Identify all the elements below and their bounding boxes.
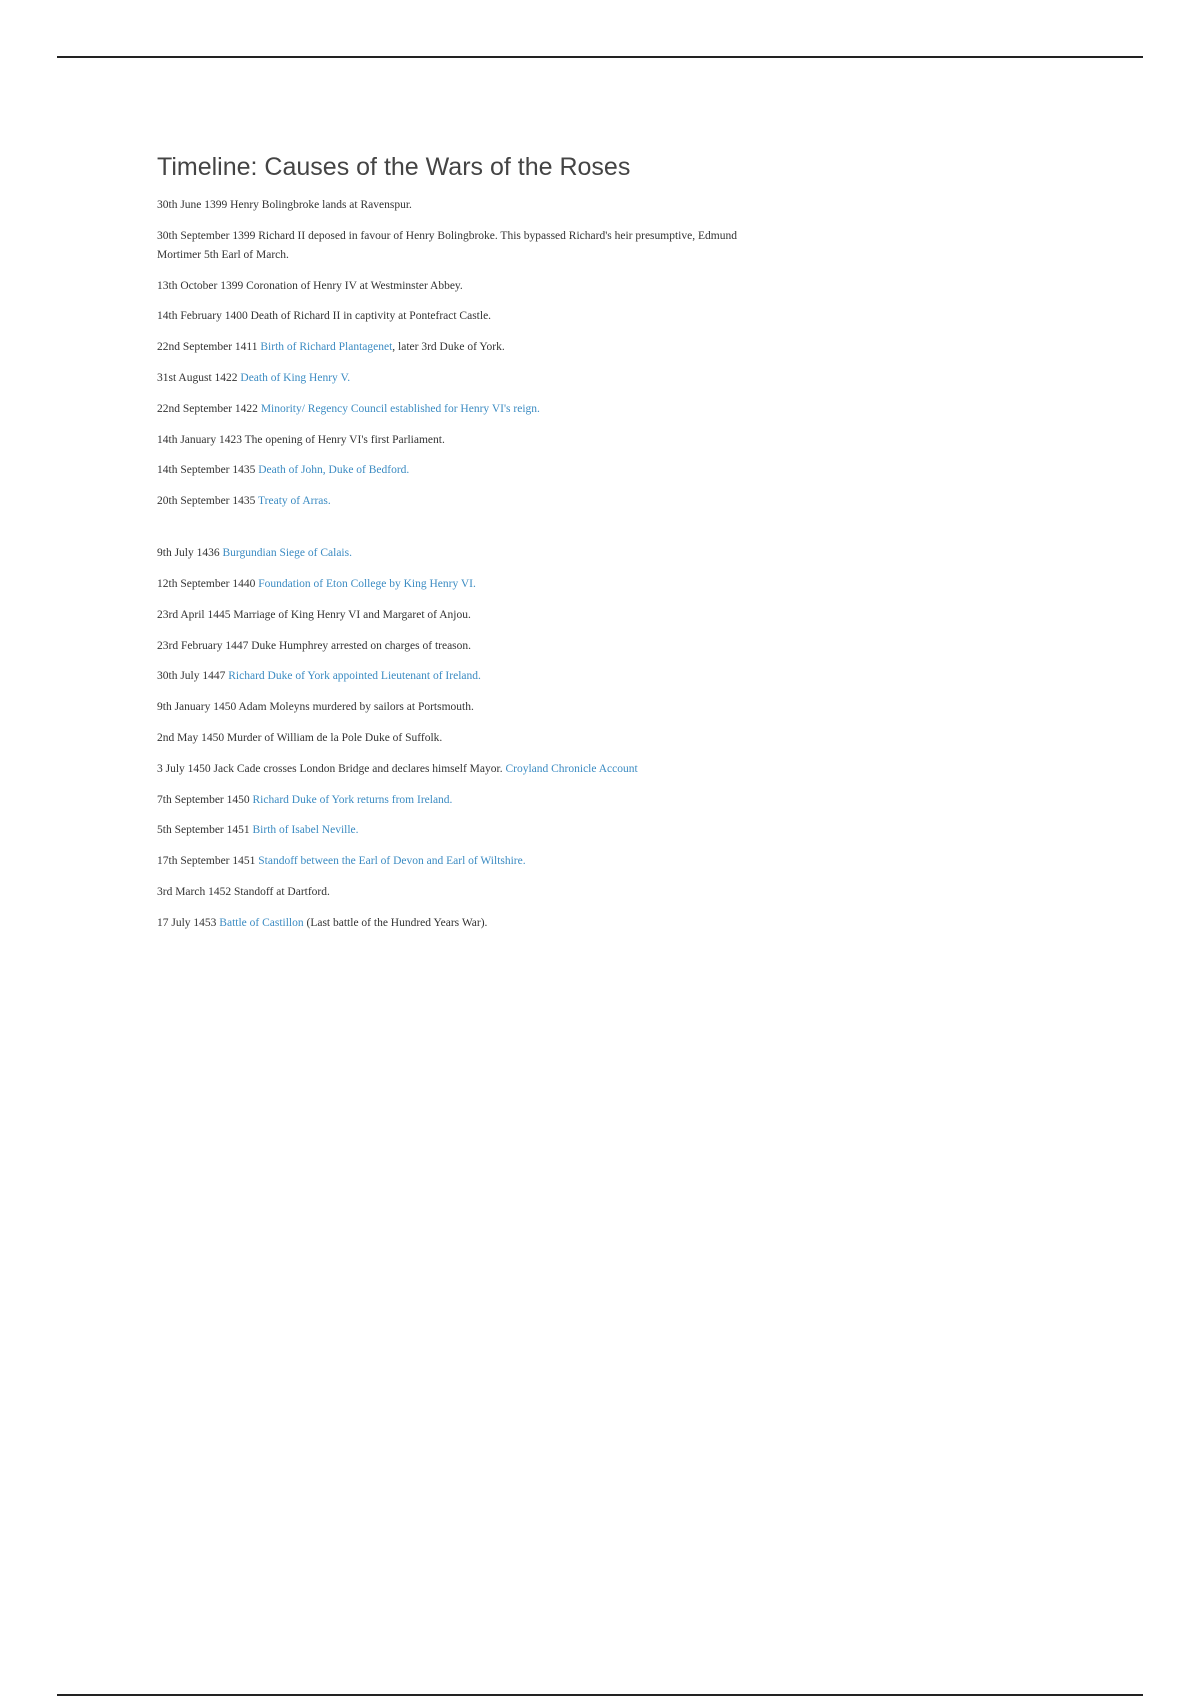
entry-text: Duke Humphrey arrested on charges of treason.	[251, 639, 472, 652]
entry-date: 17th September 1451	[157, 855, 256, 868]
entry-link[interactable]: Foundation of Eton College by King Henry VI.	[258, 577, 476, 590]
entry-link[interactable]: Richard Duke of York appointed Lieutenant of Ireland.	[228, 670, 481, 683]
entry-text: Adam Moleyns murdered by sailors at Portsmouth.	[238, 701, 474, 714]
entry-text: Death of Richard II in captivity at Pontefract Castle.	[250, 310, 492, 323]
entry-link[interactable]: Death of John, Duke of Bedford.	[258, 464, 410, 477]
entry-link[interactable]: Croyland Chronicle Account	[505, 762, 638, 775]
timeline-entry	[157, 821, 757, 840]
entry-text: , later 3rd Duke of York.	[392, 341, 505, 354]
timeline-entry	[157, 637, 757, 656]
entry-date: 31st August 1422	[157, 371, 238, 384]
entry-date: 5th September 1451	[157, 824, 250, 837]
timeline-list	[157, 196, 757, 933]
entry-date: 17 July 1453	[157, 916, 217, 929]
entry-link[interactable]: Death of King Henry V.	[240, 371, 351, 384]
timeline-entry	[157, 431, 757, 450]
timeline-entry	[157, 852, 757, 871]
timeline-entry	[157, 369, 757, 388]
entry-text: (Last battle of the Hundred Years War).	[303, 916, 488, 929]
entry-date: 2nd May 1450	[157, 731, 225, 744]
entry-text: Standoff at Dartford.	[233, 885, 330, 898]
entry-date: 9th July 1436	[157, 547, 220, 560]
timeline-entry	[157, 883, 757, 902]
timeline-entry	[157, 277, 757, 296]
timeline-entry	[157, 698, 757, 717]
entry-link[interactable]: Treaty of Arras.	[258, 495, 331, 508]
timeline-entry	[157, 575, 757, 594]
entry-date: 20th September 1435	[157, 495, 256, 508]
entry-link[interactable]: Battle of Castillon	[219, 916, 304, 929]
entry-text: Coronation of Henry IV at Westminster Abbey.	[246, 279, 463, 292]
entry-link[interactable]: Minority/ Regency Council established for Henry VI's reign.	[260, 402, 540, 415]
timeline-entry	[157, 196, 757, 215]
entry-date: 14th February 1400	[157, 310, 248, 323]
timeline-entry	[157, 544, 757, 563]
entry-text: Marriage of King Henry VI and Margaret of Anjou.	[233, 608, 471, 621]
timeline-entry	[157, 338, 757, 357]
timeline-entry	[157, 729, 757, 748]
entry-date: 23rd April 1445	[157, 608, 231, 621]
entry-date: 12th September 1440	[157, 577, 256, 590]
entry-text: Jack Cade crosses London Bridge and declares himself Mayor.	[213, 762, 503, 775]
timeline-entry	[157, 914, 757, 933]
entry-date: 3 July 1450	[157, 762, 211, 775]
entry-date: 7th September 1450	[157, 793, 250, 806]
timeline-entry	[157, 492, 757, 511]
timeline-entry	[157, 307, 757, 326]
timeline-entry	[157, 760, 757, 779]
entry-date: 3rd March 1452	[157, 885, 232, 898]
entry-date: 30th July 1447	[157, 670, 226, 683]
timeline-entry	[157, 791, 757, 810]
entry-link[interactable]: Standoff between the Earl of Devon and Earl of Wiltshire.	[258, 855, 526, 868]
entry-date: 13th October 1399	[157, 279, 244, 292]
entry-text: The opening of Henry VI's first Parliament.	[244, 433, 445, 446]
top-rule	[57, 56, 1143, 58]
entry-date: 30th September 1399	[157, 229, 256, 242]
entry-link[interactable]: Birth of Isabel Neville.	[252, 824, 359, 837]
bottom-rule	[57, 1694, 1143, 1696]
document-body	[157, 150, 757, 945]
entry-link[interactable]: Burgundian Siege of Calais.	[222, 547, 352, 560]
timeline-entry	[157, 461, 757, 480]
entry-date: 30th June 1399	[157, 199, 228, 211]
timeline-entry	[157, 606, 757, 625]
entry-text: Murder of William de la Pole Duke of Suffolk.	[226, 731, 443, 744]
entry-text: Henry Bolingbroke lands at Ravenspur.	[230, 199, 412, 211]
timeline-entry	[157, 667, 757, 686]
entry-date: 23rd February 1447	[157, 639, 249, 652]
page-title: Timeline: Causes of the Wars of the Roses	[157, 153, 631, 181]
entry-date: 9th January 1450	[157, 701, 237, 714]
entry-text: Richard II deposed in favour of Henry Bolingbroke. This bypassed Richard's heir presumptive, Edmund Mortimer 5th Earl of March.	[157, 229, 737, 261]
timeline-entry	[157, 227, 757, 265]
timeline-entry	[157, 400, 757, 419]
entry-date: 22nd September 1422	[157, 402, 258, 415]
entry-date: 22nd September 1411	[157, 341, 258, 354]
entry-link[interactable]: Birth of Richard Plantagenet	[260, 341, 393, 354]
entry-date: 14th January 1423	[157, 433, 242, 446]
entry-link[interactable]: Richard Duke of York returns from Ireland.	[252, 793, 453, 806]
entry-date: 14th September 1435	[157, 464, 256, 477]
